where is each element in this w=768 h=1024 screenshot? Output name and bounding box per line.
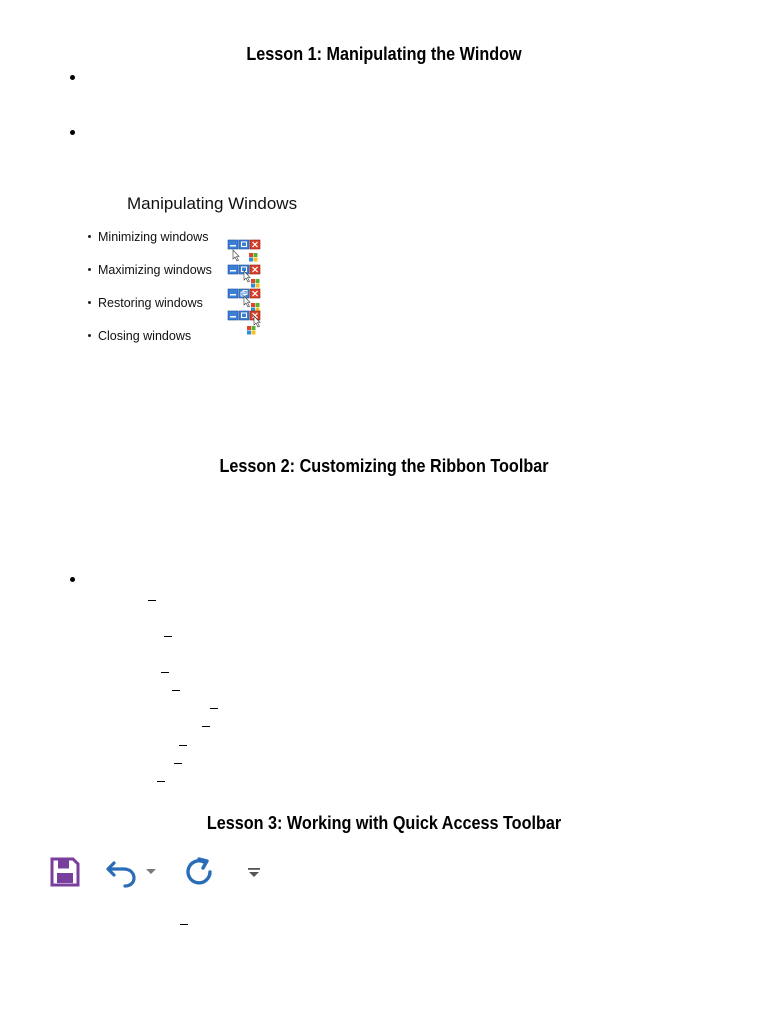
slide-item-label: Maximizing windows [98,263,212,277]
customize-toolbar-icon[interactable] [247,866,261,880]
dash-marker [157,781,165,782]
bullet-dot [88,268,91,271]
bullet-point [70,75,75,80]
undo-dropdown-icon[interactable] [145,868,157,876]
redo-icon[interactable] [183,856,215,888]
slide-title: Manipulating Windows [127,194,298,213]
slide-item-label: Closing windows [98,329,192,343]
save-icon[interactable] [49,856,81,888]
dash-marker [148,600,156,601]
minimize-button-illustration [227,239,263,265]
dash-marker [180,924,188,925]
bullet-point [70,130,75,135]
slide-list-item [88,263,212,277]
bullet-dot [88,235,91,238]
bullet-point [70,577,75,582]
lesson2-heading: Lesson 2: Customizing the Ribbon Toolbar [219,456,549,476]
dash-marker [210,708,218,709]
manipulating-windows-slide [76,180,364,380]
close-button-illustration [227,310,263,336]
dash-marker [179,745,187,746]
maximize-button-illustration [227,264,263,290]
dash-marker [174,763,182,764]
dash-marker [161,672,169,673]
lesson1-heading: Lesson 1: Manipulating the Window [246,44,522,64]
dash-marker [202,726,210,727]
dash-marker [172,690,180,691]
lesson3-heading: Lesson 3: Working with Quick Access Toolbar [206,813,562,833]
bullet-dot [88,301,91,304]
undo-icon[interactable] [104,857,138,889]
dash-marker [164,636,172,637]
slide-item-label: Minimizing windows [98,230,209,244]
slide-list-item [88,329,191,343]
slide-item-label: Restoring windows [98,296,203,310]
slide-list-item [88,230,208,244]
bullet-dot [88,334,91,337]
slide-list-item [88,296,203,310]
